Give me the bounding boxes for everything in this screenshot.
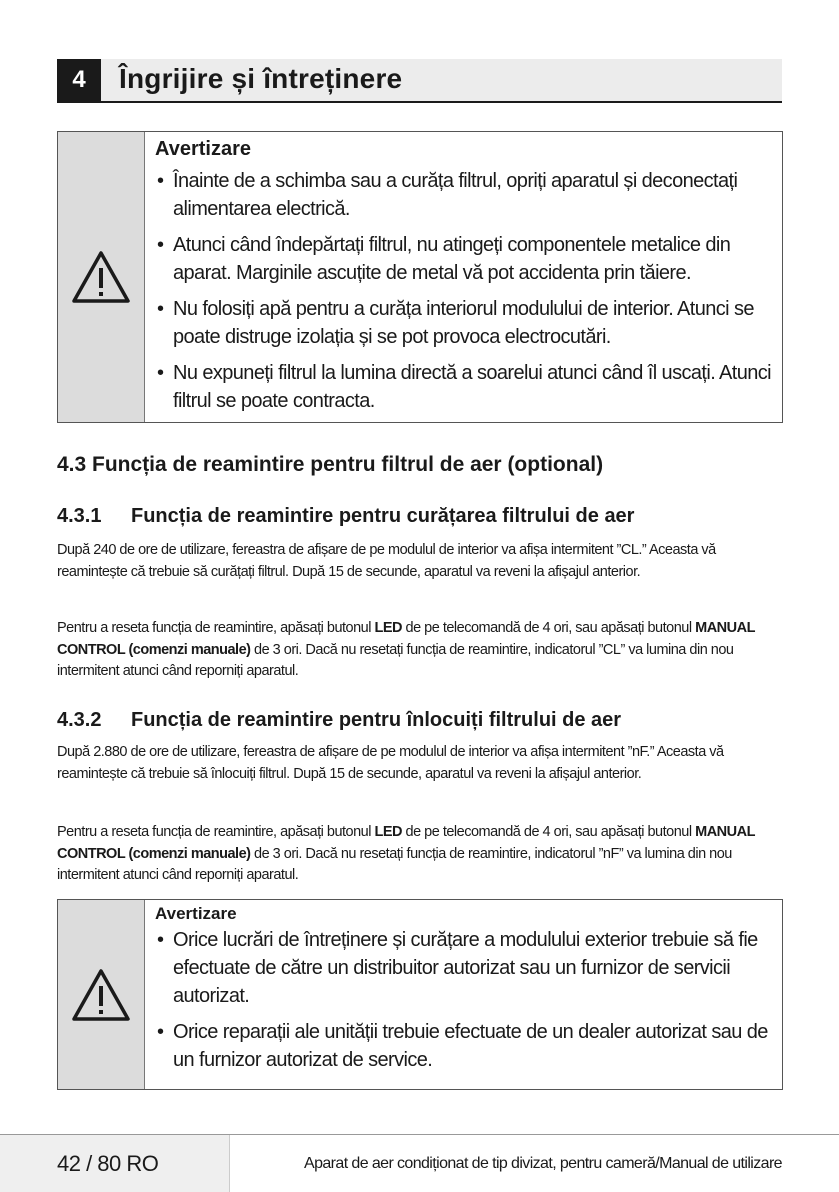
- paragraph: Pentru a reseta funcția de reamintire, apăsați butonul LED de pe telecomandă de 4 ori, sau apăsați butonul MANUAL CONTROL (comenzi manuale) de 3 ori. Dacă nu resetați funcția de reamintire, indicatorul ”nF” va lumina din nou intermitent atunci când reporniți aparatul.: [57, 824, 755, 883]
- subsection-number: 4.3.1: [57, 505, 102, 527]
- manual-control-keyword: MANUAL CONTROL (comenzi manuale): [57, 824, 755, 862]
- paragraph: După 240 de ore de utilizare, fereastra de afișare de pe modulul de interior va afișa intermitent ”CL.” Aceasta vă reamintește că trebuie să curățați filtrul. După 15 de secunde, aparatul va reveni la afișajul anterior.: [57, 542, 716, 580]
- warning-title: Avertizare: [155, 138, 251, 160]
- warning-triangle-icon: [70, 249, 132, 305]
- warning-content: [145, 132, 782, 422]
- page-number: 42 / 80 RO: [57, 1151, 159, 1176]
- led-keyword: LED: [374, 824, 402, 840]
- section-heading: 4.3 Funcția de reamintire pentru filtrul de aer (optional): [57, 453, 604, 476]
- warning-list: [155, 926, 772, 1074]
- warning-icon-cell: [58, 900, 145, 1089]
- warning-item: • Nu expuneți filtrul la lumina directă a soarelui atunci când îl uscați. Atunci filtrul se poate contracta.: [155, 359, 772, 415]
- paragraph: După 2.880 de ore de utilizare, fereastra de afișare de pe modulul de interior va afișa intermitent ”nF.” Aceasta vă reamintește că trebuie să înlocuiți filtrul. După 15 de secunde, aparatul va reveni la afișajul anterior.: [57, 744, 724, 782]
- manual-control-keyword: MANUAL CONTROL (comenzi manuale): [57, 620, 755, 658]
- warning-title: Avertizare: [155, 904, 237, 923]
- warning-list: [155, 167, 772, 415]
- subsection-title: Funcția de reamintire pentru curățarea filtrului de aer: [131, 505, 635, 527]
- chapter-header: [57, 59, 782, 103]
- warning-item: • Orice lucrări de întreținere și curățare a modulului exterior trebuie să fie efectuate de către un distribuitor autorizat sau un furnizor de servicii autorizat.: [155, 926, 772, 1010]
- paragraph: Pentru a reseta funcția de reamintire, apăsați butonul LED de pe telecomandă de 4 ori, sau apăsați butonul MANUAL CONTROL (comenzi manuale) de 3 ori. Dacă nu resetați funcția de reamintire, indicatorul ”CL” va lumina din nou intermitent atunci când reporniți aparatul.: [57, 620, 755, 679]
- warning-item: • Înainte de a schimba sau a curăța filtrul, opriți aparatul și deconectați alimentarea electrică.: [155, 167, 772, 223]
- warning-box-2: [57, 899, 783, 1090]
- subsection-heading-2: [57, 709, 621, 732]
- subsection-number: 4.3.2: [57, 709, 102, 731]
- chapter-title: Îngrijire și întreținere: [119, 63, 403, 94]
- warning-icon-cell: [58, 132, 145, 422]
- subsection-heading-1: [57, 505, 634, 528]
- document-title: Aparat de aer condiționat de tip divizat, pentru cameră/Manual de utilizare: [304, 1155, 782, 1172]
- warning-item: • Atunci când îndepărtați filtrul, nu atingeți componentele metalice din aparat. Marginile ascuțite de metal vă pot accidenta prin tăiere.: [155, 231, 772, 287]
- page-footer: [0, 1134, 839, 1192]
- warning-item: • Nu folosiți apă pentru a curăța interiorul modulului de interior. Atunci se poate distruge izolația și se pot provoca electrocutări.: [155, 295, 772, 351]
- warning-content: [145, 900, 782, 1089]
- warning-item: • Orice reparații ale unității trebuie efectuate de un dealer autorizat sau de un furnizor autorizat de service.: [155, 1018, 772, 1074]
- chapter-number: 4: [57, 59, 101, 101]
- warning-box-1: [57, 131, 783, 423]
- led-keyword: LED: [374, 620, 402, 636]
- warning-triangle-icon: [70, 967, 132, 1023]
- subsection-title: Funcția de reamintire pentru înlocuiți filtrului de aer: [131, 709, 622, 731]
